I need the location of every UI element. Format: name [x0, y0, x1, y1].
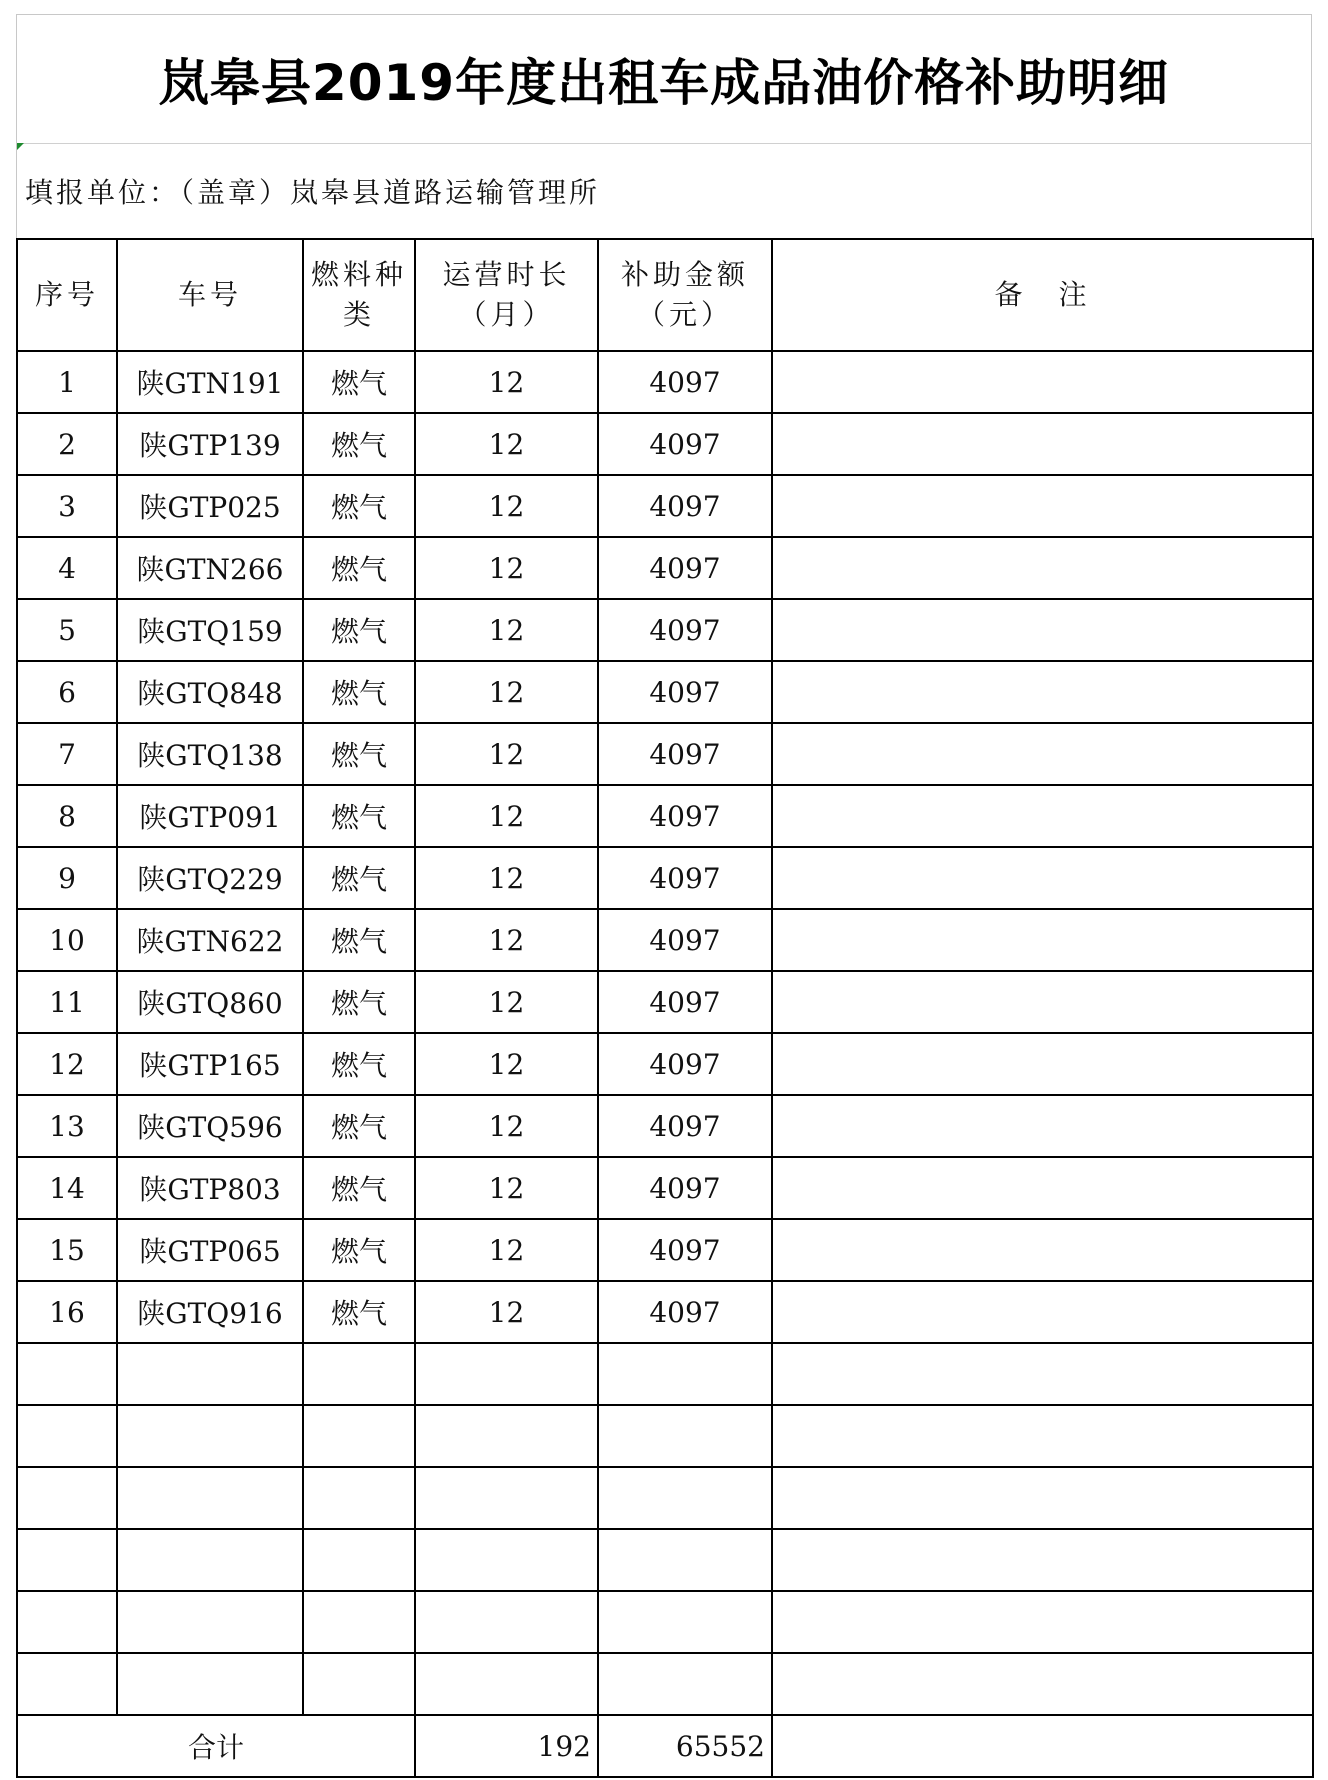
- cell-remark[interactable]: [772, 723, 1313, 785]
- cell-months[interactable]: 12: [415, 847, 598, 909]
- total-row: [17, 1715, 1313, 1777]
- table-row: [17, 1529, 1313, 1591]
- cell-remark[interactable]: [772, 1095, 1313, 1157]
- cell-months[interactable]: 12: [415, 599, 598, 661]
- cell-remark[interactable]: [772, 1281, 1313, 1343]
- cell-remark[interactable]: [772, 1343, 1313, 1405]
- cell-fuel[interactable]: [303, 1529, 415, 1591]
- cell-months[interactable]: 12: [415, 971, 598, 1033]
- total-label[interactable]: 合计: [17, 1715, 415, 1777]
- cell-amount[interactable]: 4097: [598, 1281, 772, 1343]
- cell-amount[interactable]: 4097: [598, 661, 772, 723]
- table-row: [17, 475, 1313, 537]
- total-remark[interactable]: [772, 1715, 1313, 1777]
- cell-amount[interactable]: [598, 1653, 772, 1715]
- cell-plate[interactable]: 陕GTQ159: [117, 599, 303, 661]
- cell-remark[interactable]: [772, 351, 1313, 413]
- cell-remark[interactable]: [772, 1033, 1313, 1095]
- header-amount[interactable]: 补助金额（元）: [598, 239, 772, 351]
- cell-fuel[interactable]: [303, 1467, 415, 1529]
- cell-amount[interactable]: 4097: [598, 599, 772, 661]
- cell-plate[interactable]: [117, 1591, 303, 1653]
- cell-seq[interactable]: 7: [17, 723, 117, 785]
- cell-amount[interactable]: 4097: [598, 847, 772, 909]
- cell-amount[interactable]: [598, 1529, 772, 1591]
- cell-fuel[interactable]: 燃气: [303, 599, 415, 661]
- cell-months[interactable]: 12: [415, 1281, 598, 1343]
- cell-remark[interactable]: [772, 475, 1313, 537]
- cell-fuel[interactable]: 燃气: [303, 537, 415, 599]
- cell-fuel[interactable]: 燃气: [303, 723, 415, 785]
- cell-months[interactable]: 12: [415, 413, 598, 475]
- cell-plate[interactable]: [117, 1467, 303, 1529]
- cell-amount[interactable]: [598, 1343, 772, 1405]
- cell-plate[interactable]: 陕GTQ860: [117, 971, 303, 1033]
- table-body: [17, 351, 1313, 1715]
- cell-fuel[interactable]: 燃气: [303, 351, 415, 413]
- cell-remark[interactable]: [772, 785, 1313, 847]
- cell-seq[interactable]: 9: [17, 847, 117, 909]
- header-plate[interactable]: 车号: [117, 239, 303, 351]
- cell-fuel[interactable]: [303, 1343, 415, 1405]
- cell-fuel[interactable]: 燃气: [303, 1281, 415, 1343]
- spreadsheet-sheet: [16, 14, 1312, 1766]
- cell-amount[interactable]: 4097: [598, 475, 772, 537]
- cell-months[interactable]: 12: [415, 1033, 598, 1095]
- cell-seq[interactable]: 12: [17, 1033, 117, 1095]
- cell-months[interactable]: 12: [415, 723, 598, 785]
- cell-remark[interactable]: [772, 1157, 1313, 1219]
- cell-seq[interactable]: [17, 1529, 117, 1591]
- cell-amount[interactable]: 4097: [598, 971, 772, 1033]
- cell-months[interactable]: 12: [415, 1095, 598, 1157]
- cell-amount[interactable]: [598, 1591, 772, 1653]
- cell-seq[interactable]: 10: [17, 909, 117, 971]
- cell-remark[interactable]: [772, 1219, 1313, 1281]
- table-row: [17, 537, 1313, 599]
- header-seq[interactable]: 序号: [17, 239, 117, 351]
- cell-amount[interactable]: 4097: [598, 1219, 772, 1281]
- cell-fuel[interactable]: 燃气: [303, 661, 415, 723]
- table-row: [17, 599, 1313, 661]
- total-amount[interactable]: 65552: [598, 1715, 772, 1777]
- cell-remark[interactable]: [772, 537, 1313, 599]
- cell-fuel[interactable]: 燃气: [303, 1033, 415, 1095]
- cell-remark[interactable]: [772, 1653, 1313, 1715]
- cell-seq[interactable]: 4: [17, 537, 117, 599]
- cell-fuel[interactable]: 燃气: [303, 475, 415, 537]
- cell-fuel[interactable]: [303, 1653, 415, 1715]
- cell-amount[interactable]: 4097: [598, 785, 772, 847]
- cell-seq[interactable]: [17, 1591, 117, 1653]
- header-fuel[interactable]: 燃料种类: [303, 239, 415, 351]
- cell-seq[interactable]: [17, 1405, 117, 1467]
- cell-plate[interactable]: [117, 1343, 303, 1405]
- cell-months[interactable]: [415, 1467, 598, 1529]
- cell-months[interactable]: 12: [415, 909, 598, 971]
- cell-months[interactable]: [415, 1653, 598, 1715]
- table-row: [17, 413, 1313, 475]
- table-row: [17, 1281, 1313, 1343]
- header-remarks[interactable]: 备 注: [772, 239, 1313, 351]
- cell-plate[interactable]: [117, 1405, 303, 1467]
- cell-amount[interactable]: 4097: [598, 537, 772, 599]
- table-header-row: [17, 239, 1313, 351]
- cell-plate[interactable]: 陕GTP165: [117, 1033, 303, 1095]
- cell-plate[interactable]: 陕GTQ848: [117, 661, 303, 723]
- cell-fuel[interactable]: 燃气: [303, 1219, 415, 1281]
- cell-remark[interactable]: [772, 599, 1313, 661]
- cell-fuel[interactable]: 燃气: [303, 785, 415, 847]
- cell-plate[interactable]: 陕GTP139: [117, 413, 303, 475]
- header-duration[interactable]: 运营时长（月）: [415, 239, 598, 351]
- table-row: [17, 723, 1313, 785]
- table-row: [17, 351, 1313, 413]
- cell-plate[interactable]: 陕GTP025: [117, 475, 303, 537]
- table-row: [17, 1033, 1313, 1095]
- cell-amount[interactable]: [598, 1467, 772, 1529]
- cell-seq[interactable]: 2: [17, 413, 117, 475]
- cell-remark[interactable]: [772, 1405, 1313, 1467]
- cell-amount[interactable]: [598, 1405, 772, 1467]
- cell-amount[interactable]: 4097: [598, 723, 772, 785]
- cell-remark[interactable]: [772, 971, 1313, 1033]
- cell-remark[interactable]: [772, 1467, 1313, 1529]
- cell-seq[interactable]: 1: [17, 351, 117, 413]
- cell-remark[interactable]: [772, 847, 1313, 909]
- cell-plate[interactable]: 陕GTQ138: [117, 723, 303, 785]
- table-row: [17, 785, 1313, 847]
- table-row: [17, 1219, 1313, 1281]
- cell-amount[interactable]: 4097: [598, 351, 772, 413]
- filler-label: 填报单位：（盖章）岚皋县道路运输管理所: [25, 176, 601, 209]
- cell-months[interactable]: 12: [415, 537, 598, 599]
- cell-plate[interactable]: 陕GTN191: [117, 351, 303, 413]
- cell-months[interactable]: [415, 1591, 598, 1653]
- title-cell[interactable]: [16, 14, 1312, 144]
- cell-amount[interactable]: 4097: [598, 1095, 772, 1157]
- table-row: [17, 847, 1313, 909]
- table-row: [17, 1467, 1313, 1529]
- cell-seq[interactable]: 8: [17, 785, 117, 847]
- cell-seq[interactable]: 3: [17, 475, 117, 537]
- table-row: [17, 1343, 1313, 1405]
- table-row: [17, 971, 1313, 1033]
- cell-plate[interactable]: [117, 1529, 303, 1591]
- cell-amount[interactable]: 4097: [598, 1157, 772, 1219]
- cell-remark[interactable]: [772, 909, 1313, 971]
- cell-plate[interactable]: 陕GTP091: [117, 785, 303, 847]
- cell-amount[interactable]: 4097: [598, 909, 772, 971]
- cell-seq[interactable]: 16: [17, 1281, 117, 1343]
- cell-plate[interactable]: 陕GTQ596: [117, 1095, 303, 1157]
- cell-fuel[interactable]: [303, 1591, 415, 1653]
- table-row: [17, 661, 1313, 723]
- table-row: [17, 1157, 1313, 1219]
- cell-months[interactable]: 12: [415, 475, 598, 537]
- cell-months[interactable]: 12: [415, 1157, 598, 1219]
- table-row: [17, 1653, 1313, 1715]
- cell-remark[interactable]: [772, 413, 1313, 475]
- cell-plate[interactable]: 陕GTN622: [117, 909, 303, 971]
- page-title: 岚皋县2019年度出租车成品油价格补助明细: [158, 54, 1170, 112]
- cell-remark[interactable]: [772, 661, 1313, 723]
- cell-months[interactable]: [415, 1529, 598, 1591]
- cell-months[interactable]: 12: [415, 1219, 598, 1281]
- cell-plate[interactable]: 陕GTP065: [117, 1219, 303, 1281]
- cell-fuel[interactable]: 燃气: [303, 1095, 415, 1157]
- cell-seq[interactable]: [17, 1467, 117, 1529]
- table-row: [17, 1095, 1313, 1157]
- cell-seq[interactable]: 15: [17, 1219, 117, 1281]
- cell-months[interactable]: 12: [415, 785, 598, 847]
- cell-months[interactable]: [415, 1343, 598, 1405]
- table-row: [17, 909, 1313, 971]
- cell-seq[interactable]: 13: [17, 1095, 117, 1157]
- total-months[interactable]: 192: [415, 1715, 598, 1777]
- cell-fuel[interactable]: 燃气: [303, 1157, 415, 1219]
- cell-fuel[interactable]: 燃气: [303, 413, 415, 475]
- cell-remark[interactable]: [772, 1529, 1313, 1591]
- cell-seq[interactable]: [17, 1653, 117, 1715]
- table-row: [17, 1591, 1313, 1653]
- cell-plate[interactable]: 陕GTQ916: [117, 1281, 303, 1343]
- table-row: [17, 1405, 1313, 1467]
- cell-plate[interactable]: 陕GTQ229: [117, 847, 303, 909]
- cell-months[interactable]: 12: [415, 661, 598, 723]
- cell-amount[interactable]: 4097: [598, 1033, 772, 1095]
- cell-seq[interactable]: 6: [17, 661, 117, 723]
- cell-months[interactable]: 12: [415, 351, 598, 413]
- cell-seq[interactable]: [17, 1343, 117, 1405]
- cell-plate[interactable]: [117, 1653, 303, 1715]
- filler-cell[interactable]: [16, 144, 1312, 238]
- cell-plate[interactable]: 陕GTN266: [117, 537, 303, 599]
- cell-fuel[interactable]: [303, 1405, 415, 1467]
- cell-months[interactable]: [415, 1405, 598, 1467]
- subsidy-table: [16, 238, 1314, 1778]
- cell-fuel[interactable]: 燃气: [303, 909, 415, 971]
- cell-seq[interactable]: 11: [17, 971, 117, 1033]
- cell-plate[interactable]: 陕GTP803: [117, 1157, 303, 1219]
- cell-seq[interactable]: 5: [17, 599, 117, 661]
- cell-fuel[interactable]: 燃气: [303, 847, 415, 909]
- cell-fuel[interactable]: 燃气: [303, 971, 415, 1033]
- cell-remark[interactable]: [772, 1591, 1313, 1653]
- cell-seq[interactable]: 14: [17, 1157, 117, 1219]
- cell-amount[interactable]: 4097: [598, 413, 772, 475]
